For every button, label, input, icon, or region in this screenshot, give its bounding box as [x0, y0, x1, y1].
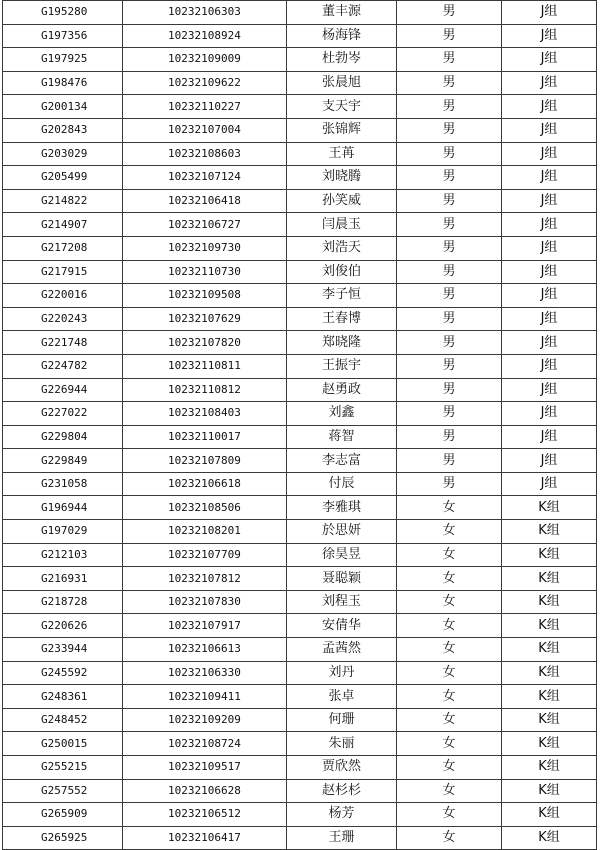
- group-cell: J组: [502, 307, 597, 331]
- gender-cell: 男: [397, 354, 502, 378]
- gender-cell: 男: [397, 307, 502, 331]
- gender-cell: 女: [397, 496, 502, 520]
- student-number-cell: 10232109508: [123, 284, 287, 308]
- registration-id-cell: G224782: [3, 354, 123, 378]
- gender-cell: 女: [397, 638, 502, 662]
- name-cell: 郑晓隆: [287, 331, 397, 355]
- student-number-cell: 10232106330: [123, 661, 287, 685]
- registration-id-cell: G196944: [3, 496, 123, 520]
- name-cell: 於思妍: [287, 520, 397, 544]
- name-cell: 张卓: [287, 685, 397, 709]
- table-row: [3, 189, 597, 213]
- name-cell: 刘鑫: [287, 402, 397, 426]
- group-cell: J组: [502, 24, 597, 48]
- group-cell: J组: [502, 425, 597, 449]
- gender-cell: 男: [397, 402, 502, 426]
- student-number-cell: 10232108506: [123, 496, 287, 520]
- name-cell: 李子恒: [287, 284, 397, 308]
- name-cell: 王春博: [287, 307, 397, 331]
- name-cell: 闫晨玉: [287, 213, 397, 237]
- registration-id-cell: G212103: [3, 543, 123, 567]
- group-cell: K组: [502, 543, 597, 567]
- name-cell: 蒋智: [287, 425, 397, 449]
- group-cell: J组: [502, 118, 597, 142]
- student-number-cell: 10232107004: [123, 118, 287, 142]
- table-row: [3, 614, 597, 638]
- student-number-cell: 10232110730: [123, 260, 287, 284]
- group-cell: J组: [502, 331, 597, 355]
- group-cell: K组: [502, 732, 597, 756]
- registration-id-cell: G226944: [3, 378, 123, 402]
- table-row: [3, 590, 597, 614]
- gender-cell: 女: [397, 803, 502, 827]
- gender-cell: 女: [397, 779, 502, 803]
- gender-cell: 女: [397, 614, 502, 638]
- name-cell: 王珊: [287, 826, 397, 850]
- gender-cell: 男: [397, 449, 502, 473]
- group-cell: K组: [502, 496, 597, 520]
- group-cell: K组: [502, 756, 597, 780]
- student-number-cell: 10232110227: [123, 95, 287, 119]
- roster-sheet: [2, 0, 596, 850]
- group-cell: J组: [502, 354, 597, 378]
- gender-cell: 女: [397, 732, 502, 756]
- gender-cell: 女: [397, 756, 502, 780]
- table-row: [3, 685, 597, 709]
- name-cell: 王苒: [287, 142, 397, 166]
- table-row: [3, 543, 597, 567]
- student-number-cell: 10232109209: [123, 708, 287, 732]
- student-number-cell: 10232107812: [123, 567, 287, 591]
- name-cell: 刘程玉: [287, 590, 397, 614]
- name-cell: 付辰: [287, 472, 397, 496]
- group-cell: K组: [502, 826, 597, 850]
- name-cell: 杨海锋: [287, 24, 397, 48]
- name-cell: 贾欣然: [287, 756, 397, 780]
- group-cell: K组: [502, 708, 597, 732]
- table-row: [3, 71, 597, 95]
- registration-id-cell: G197029: [3, 520, 123, 544]
- registration-id-cell: G227022: [3, 402, 123, 426]
- name-cell: 刘晓腾: [287, 166, 397, 190]
- student-number-cell: 10232106303: [123, 1, 287, 25]
- registration-id-cell: G229849: [3, 449, 123, 473]
- table-row: [3, 402, 597, 426]
- table-row: [3, 284, 597, 308]
- group-cell: J组: [502, 449, 597, 473]
- student-number-cell: 10232108403: [123, 402, 287, 426]
- registration-id-cell: G214822: [3, 189, 123, 213]
- gender-cell: 女: [397, 826, 502, 850]
- name-cell: 李志富: [287, 449, 397, 473]
- group-cell: J组: [502, 1, 597, 25]
- table-row: [3, 826, 597, 850]
- student-number-cell: 10232107629: [123, 307, 287, 331]
- name-cell: 支天宇: [287, 95, 397, 119]
- student-number-cell: 10232109517: [123, 756, 287, 780]
- table-row: [3, 520, 597, 544]
- registration-id-cell: G265909: [3, 803, 123, 827]
- table-row: [3, 142, 597, 166]
- student-number-cell: 10232106417: [123, 826, 287, 850]
- group-cell: K组: [502, 661, 597, 685]
- registration-id-cell: G200134: [3, 95, 123, 119]
- student-number-cell: 10232108924: [123, 24, 287, 48]
- group-cell: J组: [502, 378, 597, 402]
- student-number-cell: 10232108201: [123, 520, 287, 544]
- student-number-cell: 10232107124: [123, 166, 287, 190]
- gender-cell: 男: [397, 24, 502, 48]
- group-cell: J组: [502, 260, 597, 284]
- student-number-cell: 10232108603: [123, 142, 287, 166]
- group-cell: J组: [502, 284, 597, 308]
- student-number-cell: 10232108724: [123, 732, 287, 756]
- registration-id-cell: G248452: [3, 708, 123, 732]
- table-row: [3, 307, 597, 331]
- table-row: [3, 24, 597, 48]
- table-row: [3, 166, 597, 190]
- table-row: [3, 260, 597, 284]
- name-cell: 孟茜然: [287, 638, 397, 662]
- registration-id-cell: G214907: [3, 213, 123, 237]
- table-row: [3, 779, 597, 803]
- table-row: [3, 638, 597, 662]
- name-cell: 杜勃岑: [287, 48, 397, 72]
- table-row: [3, 661, 597, 685]
- student-number-cell: 10232106628: [123, 779, 287, 803]
- registration-id-cell: G197356: [3, 24, 123, 48]
- student-number-cell: 10232106618: [123, 472, 287, 496]
- name-cell: 李雅琪: [287, 496, 397, 520]
- gender-cell: 男: [397, 95, 502, 119]
- student-number-cell: 10232106727: [123, 213, 287, 237]
- table-row: [3, 213, 597, 237]
- student-number-cell: 10232109622: [123, 71, 287, 95]
- registration-id-cell: G233944: [3, 638, 123, 662]
- registration-id-cell: G217208: [3, 236, 123, 260]
- group-cell: K组: [502, 520, 597, 544]
- student-number-cell: 10232107709: [123, 543, 287, 567]
- student-number-cell: 10232106512: [123, 803, 287, 827]
- gender-cell: 男: [397, 118, 502, 142]
- group-cell: K组: [502, 685, 597, 709]
- gender-cell: 女: [397, 590, 502, 614]
- registration-id-cell: G250015: [3, 732, 123, 756]
- group-cell: K组: [502, 614, 597, 638]
- registration-id-cell: G217915: [3, 260, 123, 284]
- table-row: [3, 236, 597, 260]
- registration-id-cell: G202843: [3, 118, 123, 142]
- registration-id-cell: G220626: [3, 614, 123, 638]
- student-number-cell: 10232110812: [123, 378, 287, 402]
- student-number-cell: 10232107917: [123, 614, 287, 638]
- gender-cell: 男: [397, 48, 502, 72]
- registration-id-cell: G221748: [3, 331, 123, 355]
- name-cell: 孙笑威: [287, 189, 397, 213]
- gender-cell: 男: [397, 142, 502, 166]
- registration-id-cell: G257552: [3, 779, 123, 803]
- table-row: [3, 449, 597, 473]
- group-cell: J组: [502, 71, 597, 95]
- student-number-cell: 10232110017: [123, 425, 287, 449]
- group-cell: J组: [502, 472, 597, 496]
- registration-id-cell: G265925: [3, 826, 123, 850]
- name-cell: 董丰源: [287, 1, 397, 25]
- table-row: [3, 732, 597, 756]
- name-cell: 安倩华: [287, 614, 397, 638]
- table-row: [3, 567, 597, 591]
- gender-cell: 男: [397, 472, 502, 496]
- roster-table: [2, 0, 597, 850]
- name-cell: 徐昊昱: [287, 543, 397, 567]
- name-cell: 张锦辉: [287, 118, 397, 142]
- gender-cell: 女: [397, 685, 502, 709]
- student-number-cell: 10232110811: [123, 354, 287, 378]
- gender-cell: 男: [397, 1, 502, 25]
- table-row: [3, 496, 597, 520]
- registration-id-cell: G231058: [3, 472, 123, 496]
- name-cell: 何珊: [287, 708, 397, 732]
- registration-id-cell: G197925: [3, 48, 123, 72]
- student-number-cell: 10232106418: [123, 189, 287, 213]
- student-number-cell: 10232107830: [123, 590, 287, 614]
- group-cell: J组: [502, 189, 597, 213]
- group-cell: J组: [502, 142, 597, 166]
- student-number-cell: 10232109009: [123, 48, 287, 72]
- name-cell: 赵勇政: [287, 378, 397, 402]
- gender-cell: 男: [397, 189, 502, 213]
- student-number-cell: 10232106613: [123, 638, 287, 662]
- group-cell: K组: [502, 803, 597, 827]
- name-cell: 刘浩天: [287, 236, 397, 260]
- table-row: [3, 803, 597, 827]
- group-cell: J组: [502, 48, 597, 72]
- student-number-cell: 10232107809: [123, 449, 287, 473]
- gender-cell: 男: [397, 378, 502, 402]
- group-cell: J组: [502, 166, 597, 190]
- gender-cell: 男: [397, 166, 502, 190]
- gender-cell: 女: [397, 708, 502, 732]
- registration-id-cell: G220016: [3, 284, 123, 308]
- table-row: [3, 1, 597, 25]
- table-row: [3, 48, 597, 72]
- registration-id-cell: G198476: [3, 71, 123, 95]
- name-cell: 赵杉杉: [287, 779, 397, 803]
- registration-id-cell: G218728: [3, 590, 123, 614]
- name-cell: 王振宇: [287, 354, 397, 378]
- table-row: [3, 95, 597, 119]
- gender-cell: 男: [397, 331, 502, 355]
- roster-table-body: [3, 1, 597, 850]
- table-row: [3, 425, 597, 449]
- gender-cell: 男: [397, 236, 502, 260]
- group-cell: K组: [502, 779, 597, 803]
- gender-cell: 男: [397, 425, 502, 449]
- gender-cell: 女: [397, 567, 502, 591]
- registration-id-cell: G205499: [3, 166, 123, 190]
- registration-id-cell: G195280: [3, 1, 123, 25]
- name-cell: 朱丽: [287, 732, 397, 756]
- student-number-cell: 10232109730: [123, 236, 287, 260]
- name-cell: 刘俊伯: [287, 260, 397, 284]
- table-row: [3, 756, 597, 780]
- student-number-cell: 10232107820: [123, 331, 287, 355]
- group-cell: J组: [502, 95, 597, 119]
- table-row: [3, 708, 597, 732]
- group-cell: J组: [502, 236, 597, 260]
- name-cell: 刘丹: [287, 661, 397, 685]
- table-row: [3, 354, 597, 378]
- gender-cell: 男: [397, 284, 502, 308]
- gender-cell: 男: [397, 260, 502, 284]
- registration-id-cell: G255215: [3, 756, 123, 780]
- group-cell: J组: [502, 213, 597, 237]
- table-row: [3, 472, 597, 496]
- registration-id-cell: G203029: [3, 142, 123, 166]
- student-number-cell: 10232109411: [123, 685, 287, 709]
- table-row: [3, 118, 597, 142]
- group-cell: K组: [502, 638, 597, 662]
- registration-id-cell: G220243: [3, 307, 123, 331]
- name-cell: 聂聪颖: [287, 567, 397, 591]
- table-row: [3, 378, 597, 402]
- registration-id-cell: G229804: [3, 425, 123, 449]
- registration-id-cell: G245592: [3, 661, 123, 685]
- gender-cell: 男: [397, 71, 502, 95]
- gender-cell: 女: [397, 543, 502, 567]
- registration-id-cell: G248361: [3, 685, 123, 709]
- name-cell: 张晨旭: [287, 71, 397, 95]
- gender-cell: 女: [397, 661, 502, 685]
- registration-id-cell: G216931: [3, 567, 123, 591]
- group-cell: K组: [502, 590, 597, 614]
- table-row: [3, 331, 597, 355]
- gender-cell: 女: [397, 520, 502, 544]
- gender-cell: 男: [397, 213, 502, 237]
- group-cell: J组: [502, 402, 597, 426]
- group-cell: K组: [502, 567, 597, 591]
- name-cell: 杨芳: [287, 803, 397, 827]
